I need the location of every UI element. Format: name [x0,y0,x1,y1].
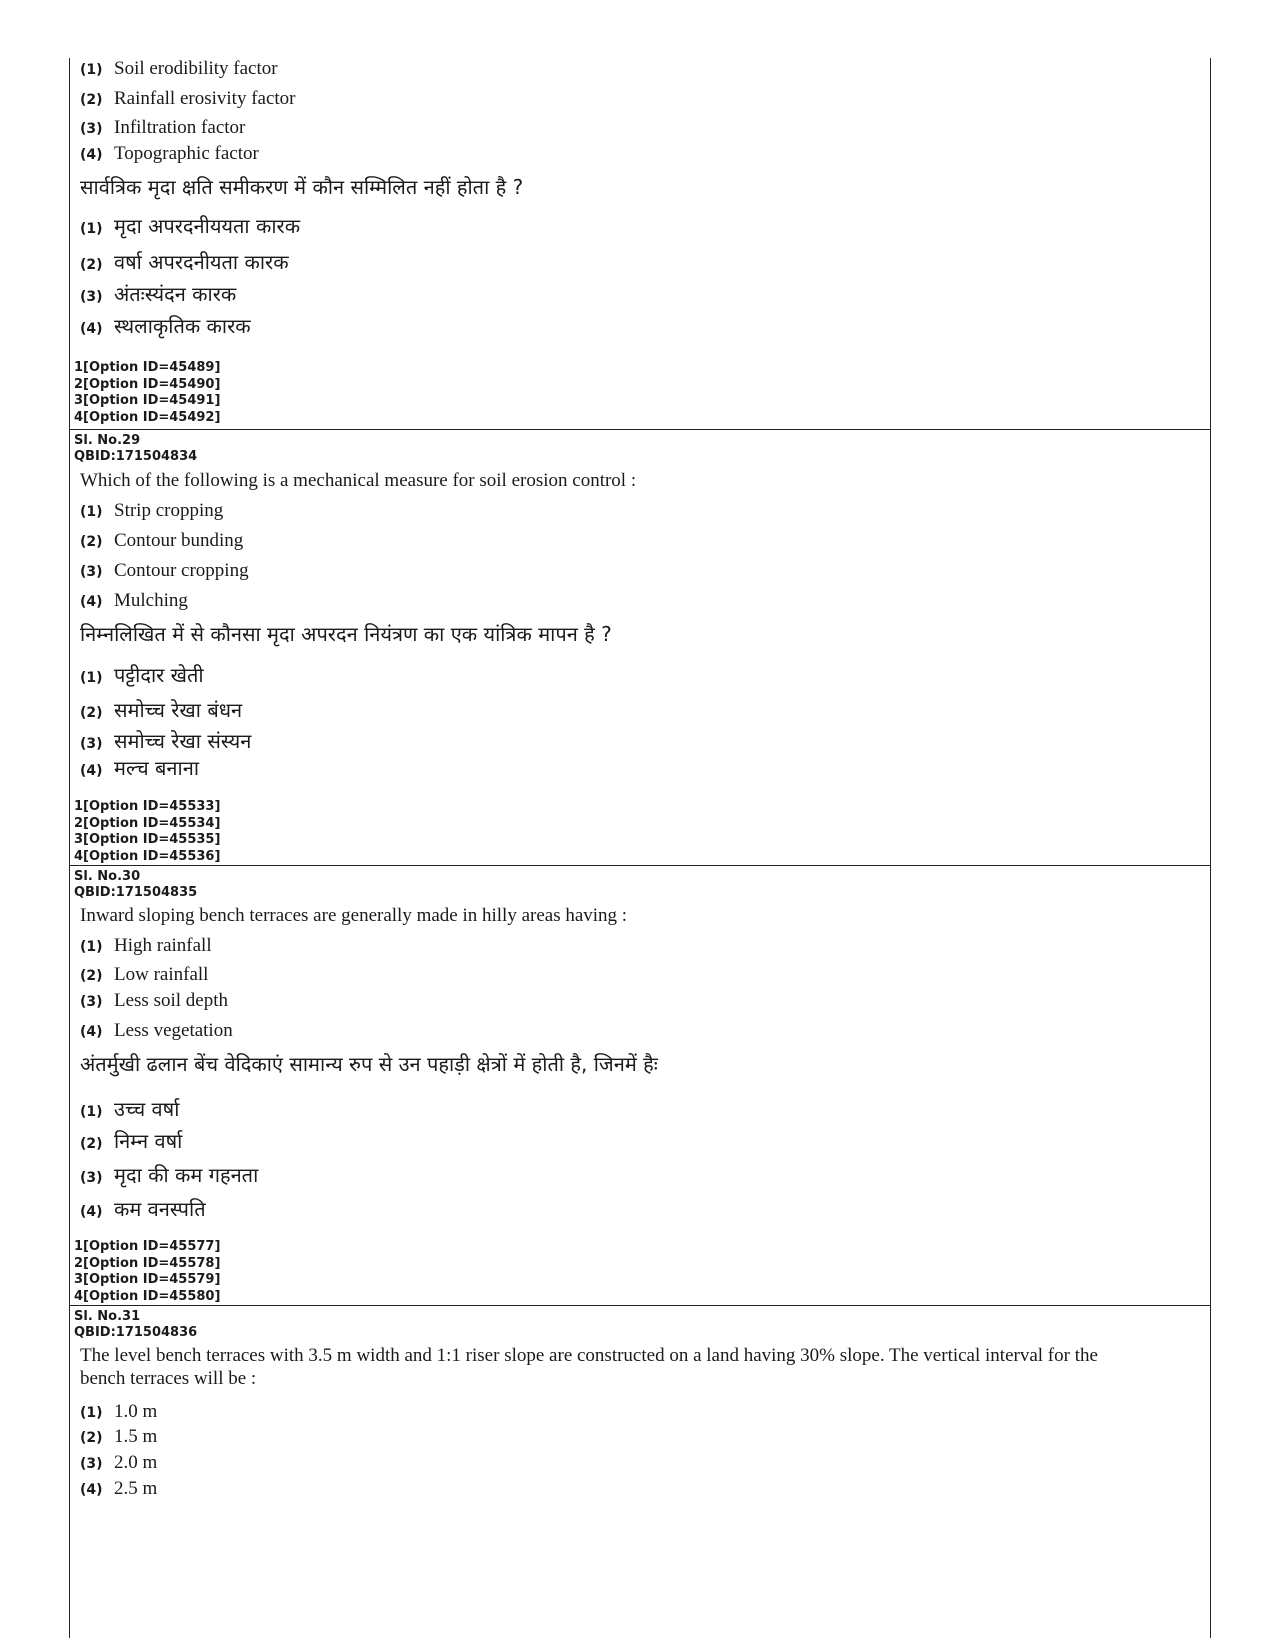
option-1: (1) Soil erodibility factor [80,58,278,79]
option-text: Less soil depth [114,990,228,1011]
option-4-hindi: (4) कम वनस्पति [80,1197,206,1221]
option-id-list [74,799,220,865]
option-text: समोच्च रेखा बंधन [114,698,243,722]
option-2-hindi: (2) समोच्च रेखा बंधन [80,698,243,722]
option-text: Topographic factor [114,143,259,164]
option-text: Strip cropping [114,500,224,521]
option-3-hindi: (3) समोच्च रेखा संस्यन [80,729,252,753]
option-3: (3) Less soil depth [80,990,228,1011]
option-3-hindi: (3) मृदा की कम गहनता [80,1163,259,1187]
option-id: 3[Option ID=45579] [74,1272,221,1287]
option-1: (1) 1.0 m [80,1401,158,1422]
option-3: (3) 2.0 m [80,1452,158,1473]
option-1: (1) High rainfall [80,935,212,956]
option-id: 1[Option ID=45533] [74,799,221,814]
option-text: पट्टीदार खेती [114,663,204,687]
option-text: 2.0 m [114,1452,158,1473]
option-id: 2[Option ID=45490] [74,376,221,392]
serial-number: Sl. No.30 [74,869,141,884]
option-text: Low rainfall [114,964,209,985]
option-text: स्थलाकृतिक कारक [114,314,251,338]
option-3: (3) Contour cropping [80,560,249,581]
option-1-hindi: (1) पट्टीदार खेती [80,663,204,687]
option-2: (2) Rainfall erosivity factor [80,88,296,109]
option-text: मल्च बनाना [114,756,199,780]
divider [70,429,1210,430]
serial-number: Sl. No.29 [74,433,141,448]
divider [70,1305,1210,1306]
option-id: 2[Option ID=45534] [74,815,221,831]
option-text: निम्न वर्षा [114,1129,183,1153]
qbid: QBID:171504836 [74,1325,198,1340]
option-2-hindi: (2) वर्षा अपरदनीयता कारक [80,250,289,274]
question-text-hindi: अंतर्मुखी ढलान बेंच वेदिकाएं सामान्य रुप से उन पहाड़ी क्षेत्रों में होती है, जिनमें हैः [80,1052,658,1076]
question-text [80,1344,1180,1390]
option-text: High rainfall [114,935,212,956]
question-text-line: bench terraces will be : [80,1368,257,1389]
option-2: (2) 1.5 m [80,1426,158,1447]
option-4: (4) Topographic factor [80,143,259,164]
option-text: Contour bunding [114,530,244,551]
option-id: 4[Option ID=45536] [74,848,221,864]
option-text: Soil erodibility factor [114,58,278,79]
question-text-line: The level bench terraces with 3.5 m width and 1:1 riser slope are constructed on a land having 30% slope. The vertical interval for the [80,1345,1098,1366]
option-text: Infiltration factor [114,117,246,138]
page-frame [69,58,1211,1638]
option-id: 4[Option ID=45580] [74,1288,221,1304]
question-meta [74,1309,197,1341]
option-4: (4) 2.5 m [80,1478,158,1499]
option-3-hindi: (3) अंतःस्यंदन कारक [80,282,237,306]
option-1-hindi: (1) उच्च वर्षा [80,1097,180,1121]
option-id: 1[Option ID=45577] [74,1239,221,1254]
qbid: QBID:171504834 [74,449,198,464]
option-id-list [74,1239,220,1305]
option-id-list [74,360,220,426]
option-2-hindi: (2) निम्न वर्षा [80,1129,183,1153]
option-text: 1.5 m [114,1426,158,1447]
option-id: 4[Option ID=45492] [74,409,221,425]
option-4: (4) Mulching [80,590,188,611]
option-id: 2[Option ID=45578] [74,1255,221,1271]
option-2: (2) Contour bunding [80,530,244,551]
question-meta [74,869,197,901]
option-4-hindi: (4) स्थलाकृतिक कारक [80,314,251,338]
option-2: (2) Low rainfall [80,964,209,985]
qbid: QBID:171504835 [74,885,198,900]
option-4-hindi: (4) मल्च बनाना [80,756,199,780]
option-3: (3) Infiltration factor [80,117,246,138]
option-text: 1.0 m [114,1401,158,1422]
serial-number: Sl. No.31 [74,1309,141,1324]
option-text: मृदा अपरदनीययता कारक [114,214,301,238]
option-text: समोच्च रेखा संस्यन [114,729,252,753]
question-text-hindi: सार्वत्रिक मृदा क्षति समीकरण में कौन सम्मिलित नहीं होता है ? [80,175,524,199]
option-text: मृदा की कम गहनता [114,1163,259,1187]
question-text: Inward sloping bench terraces are generally made in hilly areas having : [80,905,628,926]
option-text: Less vegetation [114,1020,233,1041]
option-id: 3[Option ID=45535] [74,832,221,847]
option-text: कम वनस्पति [114,1197,206,1221]
question-text-hindi: निम्नलिखित में से कौनसा मृदा अपरदन नियंत्रण का एक यांत्रिक मापन है ? [80,622,612,646]
option-text: Contour cropping [114,560,249,581]
option-text: Rainfall erosivity factor [114,88,296,109]
option-id: 3[Option ID=45491] [74,393,221,408]
option-1-hindi: (1) मृदा अपरदनीययता कारक [80,214,301,238]
option-text: वर्षा अपरदनीयता कारक [114,250,289,274]
question-meta [74,433,197,465]
option-1: (1) Strip cropping [80,500,224,521]
option-text: 2.5 m [114,1478,158,1499]
option-text: Mulching [114,590,188,611]
option-text: अंतःस्यंदन कारक [114,282,237,306]
option-text: उच्च वर्षा [114,1097,180,1121]
question-text: Which of the following is a mechanical measure for soil erosion control : [80,470,637,491]
divider [70,865,1210,866]
option-4: (4) Less vegetation [80,1020,233,1041]
option-id: 1[Option ID=45489] [74,360,221,375]
